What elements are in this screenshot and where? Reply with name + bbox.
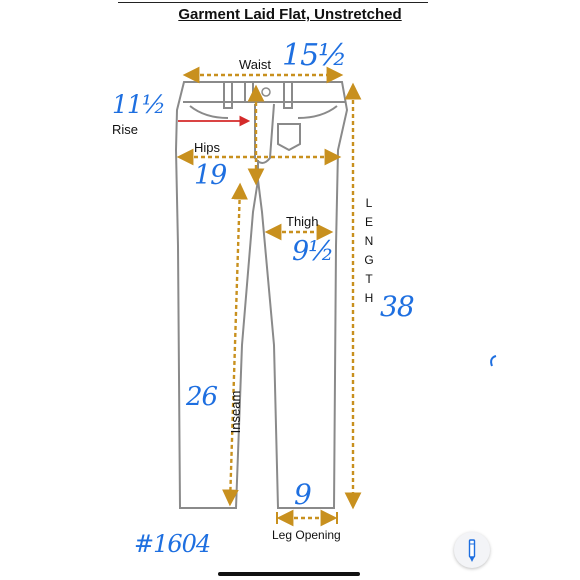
leg-opening-label: Leg Opening <box>272 528 341 542</box>
length-letter: T <box>365 272 373 286</box>
waist-label: Waist <box>239 57 272 72</box>
rise-measurement: 11½ <box>112 90 166 119</box>
inseam-label: Inseam <box>228 390 243 434</box>
hips-measurement: 19 <box>194 160 227 191</box>
button-rivet <box>262 88 270 96</box>
inseam-measurement: 26 <box>186 382 218 412</box>
thigh-measurement: 9½ <box>292 236 334 267</box>
length-letter: H <box>364 291 374 305</box>
length-letter: E <box>364 215 373 229</box>
length-label <box>362 194 376 308</box>
rise-label: Rise <box>112 122 139 137</box>
item-number: #1604 <box>134 530 211 558</box>
leg-opening-measurement: 9 <box>294 478 311 511</box>
waist-measurement: 15½ <box>282 38 347 73</box>
markup-tool-button[interactable] <box>454 532 490 568</box>
stray-pen-mark <box>491 356 496 366</box>
pen-icon <box>454 532 490 568</box>
length-letter: N <box>364 234 374 248</box>
thigh-label: Thigh <box>286 214 319 229</box>
length-measurement: 38 <box>380 290 414 323</box>
page-title: Garment Laid Flat, Unstretched <box>178 6 402 23</box>
length-letter: G <box>364 253 374 267</box>
hips-label: Hips <box>194 140 221 155</box>
home-indicator[interactable] <box>218 572 360 576</box>
length-letter: L <box>365 196 373 210</box>
